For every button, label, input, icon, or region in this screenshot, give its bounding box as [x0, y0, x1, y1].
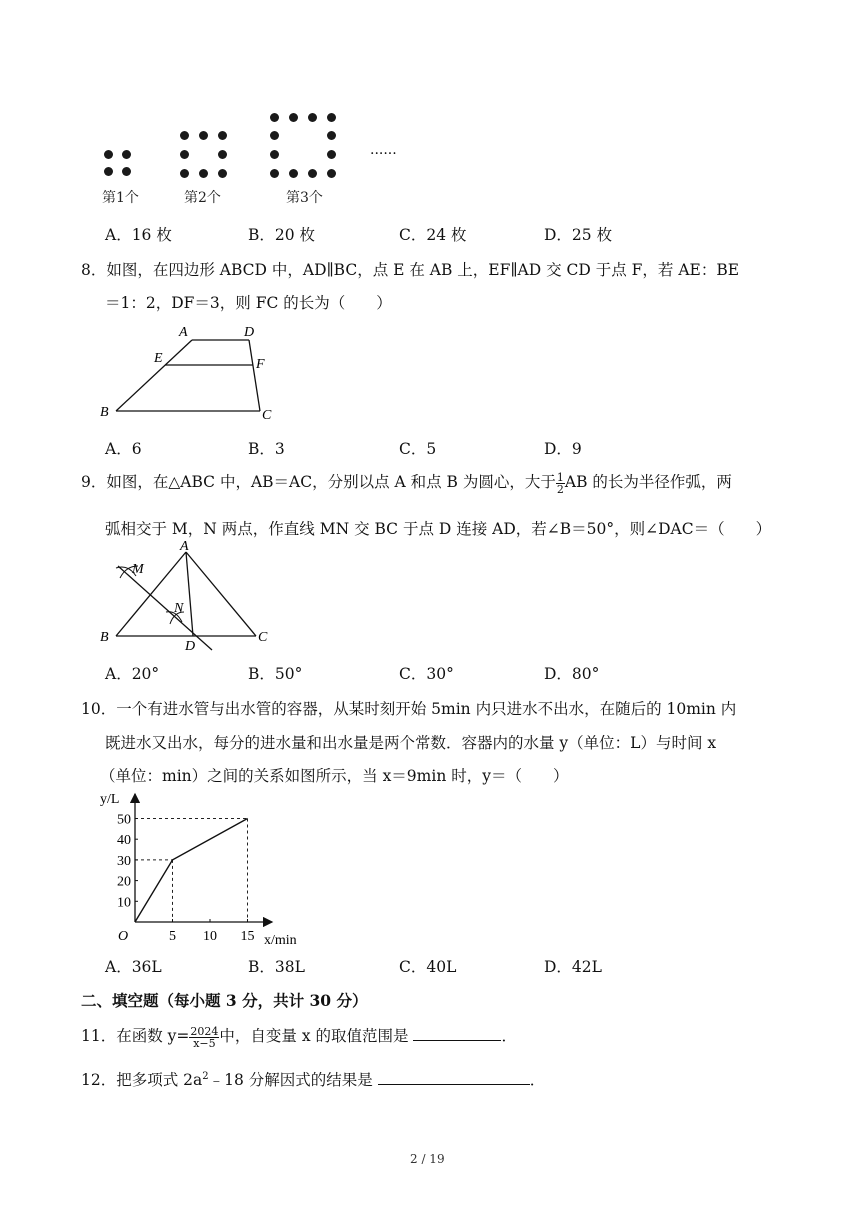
q10-line-1: 10．一个有进水管与出水管的容器，从某时刻开始 5min 内只进水不出水，在随后的 10min 内 — [81, 700, 737, 718]
series-line — [135, 819, 248, 923]
section-title: 二、填空题（每小题 3 分，共计 30 分） — [81, 991, 368, 1010]
dot — [104, 167, 113, 176]
y-tick-label: 10 — [117, 895, 131, 911]
label-m: M — [132, 562, 144, 577]
q10-line-3: （单位：min）之间的关系如图所示，当 x＝9min 时，y＝（ ） — [100, 767, 569, 785]
option-d: D．25 枚 — [544, 226, 613, 244]
q9-line-1-pre: 9．如图，在△ABC 中，AB＝AC，分别以点 A 和点 B 为圆心，大于 — [81, 473, 556, 491]
dot — [289, 169, 298, 178]
q9-line-1 — [81, 470, 732, 495]
fraction-half — [556, 472, 565, 495]
dot — [218, 131, 227, 140]
caption-2: 第2个 — [184, 190, 221, 206]
label-a: A — [179, 325, 188, 340]
dot — [270, 113, 279, 122]
label-n: N — [174, 601, 184, 616]
label-b: B — [100, 405, 109, 420]
dot — [180, 150, 189, 159]
option-d: D．80° — [544, 665, 600, 683]
label-a: A — [180, 540, 189, 554]
option-d: D．42L — [544, 958, 602, 976]
dot — [327, 169, 336, 178]
guide-lines — [135, 819, 248, 923]
trapezoid-figure — [96, 320, 286, 420]
q11-pre: 11．在函数 y= — [81, 1027, 190, 1045]
dot — [180, 169, 189, 178]
ellipsis: ...... — [370, 142, 397, 158]
y-tick-label: 50 — [117, 812, 131, 828]
y-tick-label: 40 — [117, 833, 131, 849]
dot — [270, 150, 279, 159]
page-number: 2 / 19 — [410, 1152, 445, 1166]
y-axis-label: y/L — [100, 792, 120, 807]
option-a: A．16 枚 — [105, 226, 172, 244]
dot — [104, 150, 113, 159]
dot — [199, 169, 208, 178]
x-tick-label: 10 — [203, 929, 217, 944]
q8-line-2: ＝1：2，DF＝3，则 FC 的长为（ ） — [105, 294, 392, 312]
series — [135, 819, 248, 923]
option-c: C．40L — [399, 958, 457, 976]
q9-line-2: 弧相交于 M，N 两点，作直线 MN 交 BC 于点 D 连接 AD，若∠B＝50°，则∠DAC＝（ ） — [105, 520, 772, 538]
option-b: B．50° — [248, 665, 303, 683]
question-11 — [81, 1024, 517, 1049]
option-c: C．5 — [399, 440, 437, 458]
label-b: B — [100, 630, 109, 645]
question-12 — [81, 1068, 545, 1090]
fraction — [189, 1026, 219, 1049]
answer-blank[interactable] — [378, 1070, 530, 1085]
triangle-figure — [96, 540, 286, 658]
dot — [308, 113, 317, 122]
caption-1: 第1个 — [102, 190, 139, 206]
q12-end: ． — [529, 1071, 546, 1089]
dot — [218, 150, 227, 159]
option-b: B．20 枚 — [248, 226, 316, 244]
answer-blank[interactable] — [413, 1026, 501, 1041]
dot — [327, 131, 336, 140]
q12-pre: 12．把多项式 2a — [81, 1071, 203, 1089]
option-c: C．24 枚 — [399, 226, 467, 244]
origin-label: O — [118, 929, 129, 944]
x-tick-label: 5 — [169, 929, 176, 944]
option-d: D．9 — [544, 440, 582, 458]
x-tick-label: 15 — [240, 929, 255, 944]
q11-end: ． — [501, 1027, 517, 1045]
frac-num: 2024 — [190, 1024, 219, 1038]
option-a: A．20° — [105, 665, 160, 683]
option-b: B．3 — [248, 440, 285, 458]
water-chart — [96, 786, 326, 952]
option-a: A．6 — [105, 440, 142, 458]
q12-post: ﹣18 分解因式的结果是 — [208, 1071, 378, 1089]
option-a: A．36L — [105, 958, 162, 976]
dot — [327, 150, 336, 159]
frac-den: 2 — [556, 482, 564, 496]
label-d: D — [185, 639, 196, 654]
label-e: E — [154, 351, 163, 366]
dot — [218, 169, 227, 178]
dot — [289, 113, 298, 122]
q11-post: 中，自变量 x 的取值范围是 — [219, 1027, 414, 1045]
dot — [180, 131, 189, 140]
x-ticks — [169, 919, 255, 944]
y-tick-label: 20 — [117, 874, 131, 890]
dot — [308, 169, 317, 178]
label-d: D — [244, 325, 255, 340]
frac-den: x−5 — [193, 1036, 216, 1050]
caption-3: 第3个 — [286, 190, 323, 206]
label-c: C — [258, 630, 268, 645]
label-c: C — [262, 408, 272, 420]
dot — [199, 131, 208, 140]
q9-line-1-post: AB 的长为半径作弧，两 — [564, 473, 732, 491]
option-c: C．30° — [399, 665, 454, 683]
label-f: F — [256, 357, 265, 372]
x-axis-label: x/min — [264, 933, 297, 948]
dot — [122, 150, 131, 159]
q8-line-1: 8．如图，在四边形 ABCD 中，AD∥BC，点 E 在 AB 上，EF∥AD 交 CD 于点 F，若 AE：BE — [81, 261, 740, 279]
frac-num: 1 — [556, 470, 564, 484]
y-tick-label: 30 — [117, 853, 131, 869]
dot — [122, 167, 131, 176]
q10-line-2: 既进水又出水，每分的进水量和出水量是两个常数．容器内的水量 y（单位：L）与时间 x — [105, 734, 717, 752]
dot — [327, 113, 336, 122]
dot — [270, 131, 279, 140]
dot — [270, 169, 279, 178]
q12-sup: 2 — [202, 1070, 209, 1082]
option-b: B．38L — [248, 958, 305, 976]
